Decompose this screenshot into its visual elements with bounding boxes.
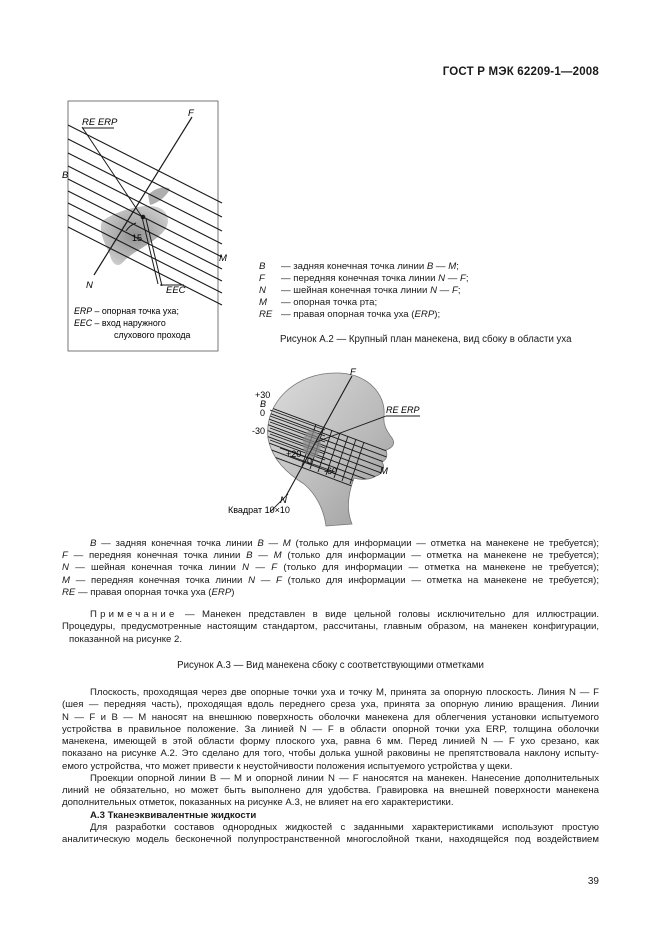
- note-line-3: показанной на рисунке 2.: [69, 633, 183, 645]
- figure-a3-legend-row-m: M — передняя конечная точка линии N — F (только для информации — отметка на манекене не требуется);: [62, 574, 599, 586]
- section-heading-a3: А.3 Тканеэквивалентные жидкости: [90, 809, 257, 821]
- paragraph-3-line-1: Для разработки составов однородных жидкостей с заданными характеристиками используют простую: [90, 821, 599, 833]
- paragraph-1-line-3: N — F и B — M наносят на внешнюю поверхность оболочки манекена для облегчения установки испытуемого: [62, 711, 599, 723]
- figure-a2-nf-line: [94, 117, 192, 275]
- figure-a2-label-b: B: [62, 170, 69, 181]
- figure-a3-label-f: F: [350, 367, 356, 378]
- figure-a3-label-minus30: -30: [252, 426, 266, 436]
- figure-a2-inset-legend-erp: ERP – опорная точка уха;: [74, 306, 179, 316]
- figure-a2-label-re-erp: RE ERP: [82, 117, 118, 128]
- figure-a2-label-f: F: [188, 108, 194, 119]
- figure-a2-label-n: N: [86, 280, 93, 291]
- figure-a2-legend-row-m: M — опорная точка рта;: [259, 297, 378, 308]
- figure-a2-label-eec: EEC: [166, 285, 186, 296]
- paragraph-3-line-2: аналитическую модель бесконечной полупространственной многослойной ткани, находящейся под воздействием: [62, 834, 599, 845]
- figure-a3-caption: Рисунок А.3 — Вид манекена сбоку с соответствующими отметками: [177, 660, 484, 671]
- figure-a2-legend-row-n: N — шейная конечная точка линии N — F;: [259, 285, 461, 296]
- figure-a2-legend-row-b: B — задняя конечная точка линии B — M;: [259, 261, 459, 272]
- note-line-2: Процедуры, предусмотренные настоящим стандартом, рассчитаны, главным образом, на манекен конфигурации,: [62, 621, 599, 633]
- figure-a2-inset-legend-eec-cont: слухового прохода: [114, 330, 191, 340]
- figure-a3-legend-row-n: N — шейная конечная точка линии N — F (только для информации — отметка на манекене не требуется);: [62, 562, 599, 574]
- paragraph-2-line-1: Проекции опорной линии B — M и опорной линии N — F наносятся на манекен. Нанесение дополнительных: [90, 772, 599, 784]
- paragraph-1-line-7: емого устройства, что может привести к неустойчивости положения испытуемого устройства у щеки.: [62, 760, 513, 772]
- figure-a3-label-plus20: +20: [286, 449, 302, 459]
- paragraph-1-line-5: манекена, имеющей в этой области форму плоского уха, равна 6 мм. Перед линией N — F ухо срезано, как: [62, 736, 599, 747]
- paragraph-1-line-1: Плоскость, проходящая через две опорные точки уха и точку M, принята за опорную плоскость. Линия N — F: [90, 687, 599, 698]
- figure-a3-ear-shape: [303, 430, 321, 458]
- figure-a3-label-zero-inner: 0: [307, 456, 313, 466]
- figure-a3-label-m: M: [380, 466, 388, 477]
- page-number: 39: [587, 876, 599, 887]
- figure-a3-legend-row-b: B — задняя конечная точка линии B — M (только для информации — отметка на манекене не требуется);: [90, 538, 599, 549]
- figure-a3-grid-note: Квадрат 10×10: [228, 505, 290, 515]
- figure-a2-caption: Рисунок А.2 — Крупный план манекена, вид сбоку в области уха: [280, 334, 572, 345]
- figure-a3-note: [62, 609, 599, 646]
- figure-a3-label-zero: 0: [260, 408, 266, 418]
- figure-a2-legend-row-re: RE — правая опорная точка уха (ERP);: [259, 309, 441, 320]
- figure-a2-inset-legend-eec: EEC – вход наружного: [74, 318, 166, 328]
- figure-a2-label-m: M: [219, 253, 227, 264]
- figure-a3-label-plus30: +30: [255, 390, 271, 400]
- paragraph-2-line-3: дополнительных отметок, показанных на рисунке А.3, не влияет на его характеристики.: [62, 797, 454, 809]
- paragraph-1-line-2: (шея — передняя часть), проходящая вдоль переднего среза уха, принята за опорную линию вращения. Линии: [62, 699, 599, 711]
- note-line-1: Примечание — Манекен представлен в виде цельной головы исключительно для иллюстрации.: [90, 609, 599, 620]
- paragraph-1-line-6: показано на рисунке А.2. Это сделано для того, чтобы долька ушной раковины не препятствовала наклону испыту-: [62, 748, 599, 760]
- body-text: [62, 687, 599, 846]
- figure-a3-label-minus60: -60: [324, 466, 338, 476]
- figure-a3-label-b: B: [260, 399, 267, 409]
- figure-a3-legend-row-f: F — передняя конечная точка линии B — M (только для информации — отметка на манекене не требуется);: [62, 550, 599, 562]
- figure-a3-label-n: N: [280, 495, 287, 506]
- figure-a2-angle-label: 15: [132, 233, 143, 243]
- figure-a3-legend: [62, 538, 599, 599]
- figure-a2-legend-row-f: F — передняя конечная точка линии N — F;: [259, 273, 469, 284]
- paragraph-2-line-2: линий не обязательно, но может быть выполнено для удобства. Гравировка на внешней поверхности манекена: [62, 785, 599, 796]
- figure-a3-label-re-erp: RE ERP: [386, 405, 420, 415]
- figure-a3-legend-row-re: RE — правая опорная точка уха (ERP): [62, 586, 235, 598]
- paragraph-1-line-4: устройства в правильное положение. За линией N — F в области опорной точки уха ERP, толщина оболочки: [62, 723, 599, 735]
- figure-a2-ear-closeup: [62, 99, 232, 354]
- document-header: ГОСТ Р МЭК 62209-1—2008: [442, 66, 599, 78]
- figure-a3-head-side-view: [220, 364, 420, 528]
